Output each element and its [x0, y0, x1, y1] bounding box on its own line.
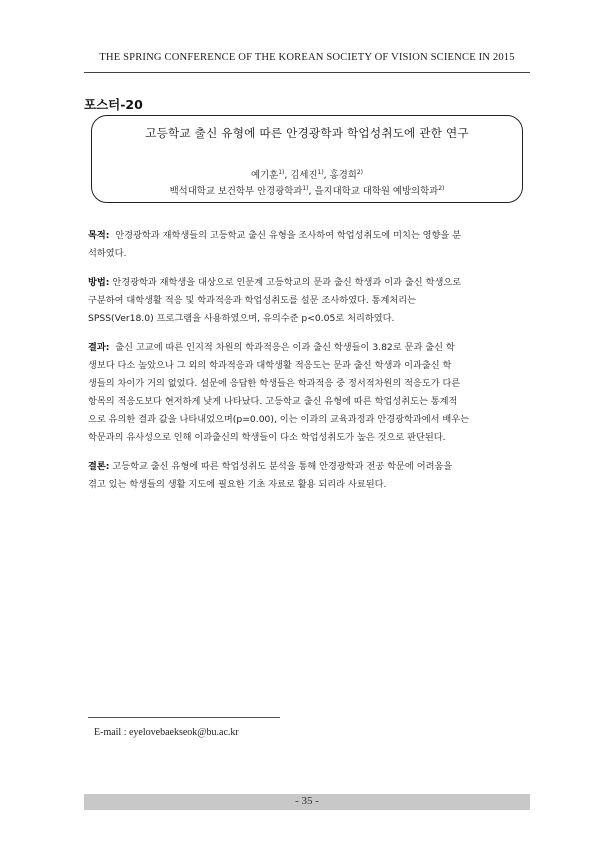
body-line: 으로 유의한 결과 값을 나타내었으며(p=0.00), 이는 이과의 교육과정과 안경광학과에서 배우는	[88, 414, 469, 425]
affiliation-name: 백석대학교 보건학부 안경광학과	[169, 186, 303, 197]
affiliation-mark: 2)	[438, 184, 445, 192]
body-line: 학문과의 유사성으로 인해 이과출신의 학생들이 다소 학업성취도가 높은 것으로 판단된다.	[88, 432, 446, 443]
body-line: SPSS(Ver18.0) 프로그램을 사용하였으며, 유의수준 p<0.05로 처리하였다.	[88, 313, 395, 324]
author-affiliation-mark: 2)	[356, 168, 363, 176]
body-line: 생들의 차이가 거의 없었다. 설문에 응답한 학생들은 학과적응 중 정서적차원의 적응도가 다른	[88, 378, 461, 389]
title-box	[91, 115, 523, 203]
author-name: 김세진	[290, 170, 318, 181]
line-text: 고등학교 출신 유형에 따른 학업성취도 분석을 통해 안경광학과 전공 학문에 어려움을	[112, 461, 453, 472]
author-list	[92, 167, 522, 181]
page-number: - 35 -	[295, 795, 319, 807]
affiliation-name: 을지대학교 대학원 예방의학과	[314, 186, 439, 197]
body-line	[88, 274, 528, 292]
header-divider	[84, 72, 530, 73]
line-text: 출신 고교에 따른 인지적 차원의 학과적응은 이과 출신 학생들이 3.82로 문과 출신 학	[115, 342, 455, 353]
section-label: 목적:	[88, 230, 110, 241]
contact-email: E-mail : eyelovebaekseok@bu.ac.kr	[94, 727, 239, 738]
body-line: 항목의 적응도보다 현저하게 낮게 나타났다. 고등학교 출신 유형에 따른 학업성취도는 통계적	[88, 396, 458, 407]
line-text: 안경광학과 재학생들의 고등학교 출신 유형을 조사하여 학업성취도에 미치는 영향을 분	[115, 230, 462, 241]
section-label: 결론:	[88, 461, 110, 472]
author-affiliation-mark: 1)	[278, 168, 285, 176]
section-label: 결과:	[88, 342, 110, 353]
affiliation-mark: 1)	[302, 184, 309, 192]
page-footer-bar	[84, 794, 530, 810]
results-section	[88, 339, 528, 447]
paper-title: 고등학교 출신 유형에 따른 안경광학과 학업성취도에 관한 연구	[145, 126, 469, 140]
body-line: 생보다 다소 높았으나 그 외의 학과적응과 대학생활 적응도는 문과 출신 학생과 이과출신 학	[88, 360, 452, 371]
body-line: 석하였다.	[88, 248, 127, 259]
methods-section	[88, 274, 528, 328]
author-separator: ,	[323, 170, 330, 181]
body-line: 구분하여 대학생활 적응 및 학과적응과 학업성취도를 설문 조사하였다. 통계처리는	[88, 295, 417, 306]
body-line	[88, 227, 528, 245]
author-affiliation-mark: 1)	[317, 168, 324, 176]
body-line	[88, 339, 528, 357]
footnote-divider	[88, 717, 280, 718]
poster-label: 포스터-20	[84, 97, 143, 112]
affiliation-separator: ,	[308, 186, 315, 197]
conference-header: THE SPRING CONFERENCE OF THE KOREAN SOCIETY OF VISION SCIENCE IN 2015	[99, 52, 515, 63]
purpose-section	[88, 227, 528, 263]
body-line: 겪고 있는 학생들의 생활 지도에 필요한 기초 자료로 활용 되리라 사료된다.	[88, 479, 387, 490]
author-name: 홍경희	[329, 170, 357, 181]
body-line	[88, 458, 528, 476]
section-label: 방법:	[88, 277, 110, 288]
line-text: 안경광학과 재학생을 대상으로 인문계 고등학교의 문과 출신 학생과 이과 출신 학생으로	[112, 277, 462, 288]
conclusion-section	[88, 458, 528, 494]
affiliation-list	[92, 183, 522, 197]
author-separator: ,	[284, 170, 291, 181]
author-name: 예기훈	[251, 170, 279, 181]
